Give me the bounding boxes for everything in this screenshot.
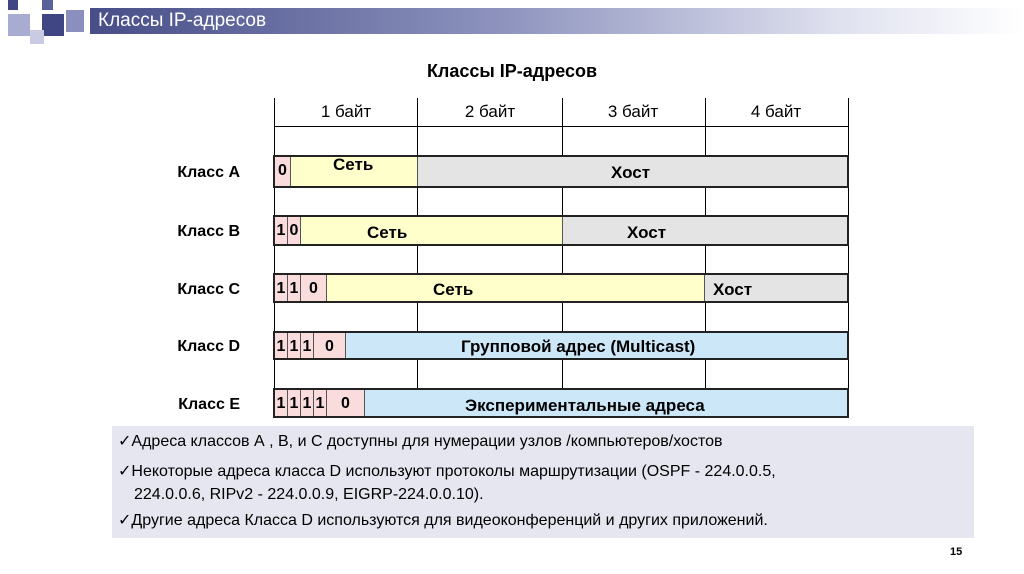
host-label: Хост — [713, 280, 753, 299]
byte-divider — [562, 187, 563, 217]
byte-divider — [274, 359, 275, 389]
bit-box: 1 — [301, 333, 314, 358]
diagram-title: Классы IP-адресов — [426, 61, 598, 81]
byte-divider — [417, 302, 418, 332]
byte-divider — [705, 359, 706, 389]
bit-box: 1 — [301, 390, 314, 416]
experimental-label: Экспериментальные адреса — [465, 396, 705, 415]
note-item: ✓Адреса классов А , В, и С доступны для нумерации узлов /компьютеров/хостов — [118, 433, 723, 450]
byte-divider — [274, 302, 275, 332]
byte-divider — [417, 245, 418, 275]
class-d-bar — [273, 331, 849, 360]
bit-box: 1 — [275, 217, 288, 244]
byte-divider — [848, 245, 849, 275]
decor-square — [8, 14, 30, 36]
byte-divider — [562, 359, 563, 389]
byte-divider — [417, 359, 418, 389]
byte-divider — [417, 98, 418, 156]
bit-box: 1 — [275, 390, 288, 416]
class-e-bar — [273, 388, 849, 418]
class-a-bar — [273, 155, 849, 188]
decor-square — [66, 10, 84, 32]
slide-title: Классы IP-адресов — [98, 10, 267, 31]
class-c-bar — [273, 273, 849, 303]
host-label: Хост — [611, 163, 651, 182]
bit-box: 0 — [275, 157, 291, 186]
bit-box: 1 — [288, 333, 301, 358]
byte-divider — [417, 187, 418, 217]
byte-divider — [274, 245, 275, 275]
bit-box: 0 — [327, 390, 365, 416]
multicast-label: Групповой адрес (Multicast) — [461, 337, 696, 356]
byte-divider — [848, 98, 849, 156]
bit-box: 0 — [314, 333, 346, 358]
byte-header-line — [274, 126, 849, 127]
class-d-label: Класс D — [177, 338, 240, 355]
byte-label: 4 байт — [750, 102, 802, 121]
byte-divider — [848, 187, 849, 217]
decor-square — [30, 30, 44, 44]
bit-box: 0 — [288, 217, 301, 244]
network-label: Сеть — [433, 280, 474, 299]
network-label: Сеть — [333, 155, 374, 174]
page-number: 15 — [950, 546, 963, 558]
note-item: 224.0.0.6, RIPv2 - 224.0.0.9, EIGRP-224.0.0.10). — [134, 486, 484, 503]
host-segment — [563, 217, 847, 244]
bit-box: 1 — [288, 390, 301, 416]
class-e-label: Класс E — [178, 396, 240, 413]
host-label: Хост — [627, 223, 667, 242]
note-item: ✓Некоторые адреса класса D используют протоколы маршрутизации (OSPF - 224.0.0.5, — [118, 463, 776, 480]
byte-divider — [562, 302, 563, 332]
byte-divider — [705, 187, 706, 217]
bit-box: 1 — [275, 275, 288, 301]
decor-square — [42, 14, 64, 36]
note-item: ✓Другие адреса Класса D используются для видеоконференций и других приложений. — [118, 512, 768, 529]
byte-divider — [274, 187, 275, 217]
class-c-label: Класс C — [177, 281, 240, 298]
byte-divider — [705, 245, 706, 275]
network-segment — [275, 217, 563, 244]
bit-box: 1 — [275, 333, 288, 358]
bit-box: 1 — [314, 390, 327, 416]
byte-label: 1 байт — [320, 102, 372, 121]
decor-square — [8, 0, 18, 10]
network-label: Сеть — [367, 223, 408, 242]
bit-box: 0 — [301, 275, 327, 301]
byte-divider — [562, 245, 563, 275]
decor-square — [42, 0, 53, 10]
class-b-bar — [273, 215, 849, 246]
byte-divider — [705, 302, 706, 332]
byte-divider — [848, 359, 849, 389]
byte-divider — [274, 98, 275, 156]
class-b-label: Класс B — [177, 223, 240, 240]
byte-label: 3 байт — [607, 102, 659, 121]
bit-box: 1 — [288, 275, 301, 301]
network-segment — [275, 275, 705, 301]
byte-divider — [848, 302, 849, 332]
class-a-label: Класс A — [177, 164, 240, 181]
byte-label: 2 байт — [464, 102, 516, 121]
